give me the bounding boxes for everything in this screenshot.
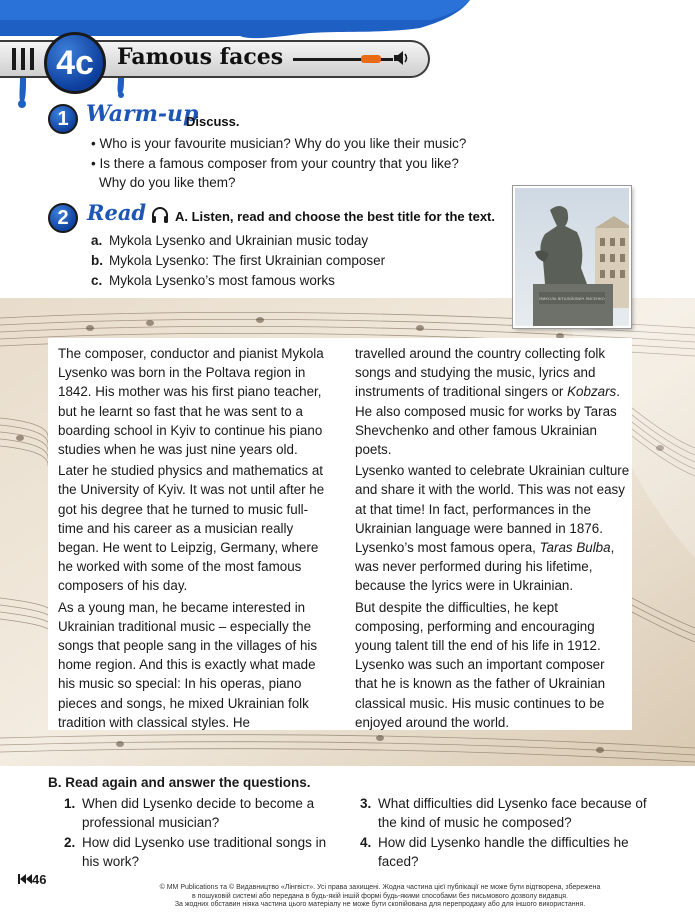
warm-up-question-1: • Who is your favourite musician? Why do you like their music?	[91, 136, 467, 151]
option-text: Mykola Lysenko’s most famous works	[109, 273, 335, 288]
option-text: Mykola Lysenko and Ukrainian music today	[109, 233, 369, 248]
question-number: 3.	[360, 796, 372, 811]
section-1-number: 1	[48, 104, 78, 134]
paragraph-5-start: Lysenko wanted to celebrate Ukrainian culture and share it with the world. This was not easy at that time! In fact, performances in the Ukrainian language were banned in 1876. Lysenko’s most famous opera,	[355, 463, 630, 556]
question-number: 4.	[360, 835, 372, 850]
opera-title: Taras Bulba	[539, 540, 611, 556]
article-paragraph-3: As a young man, he became interested in Ukrainian traditional music – especially the songs that people sang in the villages of his home region. And this is exactly what made his music so special: In his operas, piano pieces and songs, he mixed Ukrainian folk tradition with classical styles. He	[58, 599, 318, 730]
section-1-instruction: Discuss.	[186, 114, 240, 129]
option-letter: c.	[91, 273, 103, 288]
option-text: Mykola Lysenko: The first Ukrainian composer	[109, 253, 386, 268]
monument-illustration	[515, 188, 631, 328]
question-number: 1.	[64, 796, 76, 811]
option-letter: a.	[91, 233, 103, 248]
option-letter: b.	[91, 253, 103, 268]
section-2-instruction: A. Listen, read and choose the best title for the text.	[175, 209, 495, 224]
question-text: How did Lysenko handle the difficulties he faced?	[378, 835, 629, 869]
paragraph-4-end: . He also composed music for works by Taras Shevchenko and other famous Ukrainian poets.	[355, 384, 620, 458]
warm-up-question-2-cont: Why do you like them?	[99, 175, 236, 190]
copyright-line: в пошуковій системі або передана в будь-якій іншій формі будь-якими способами без письмового дозволу видавця.	[192, 892, 568, 900]
rewind-icon	[18, 874, 32, 884]
title-option-c[interactable]	[91, 273, 335, 288]
warm-up-label: Warm-up	[86, 101, 199, 127]
lysenko-monument-photo	[513, 186, 631, 328]
copyright-notice	[100, 884, 660, 910]
question-2	[64, 833, 344, 871]
article-panel	[48, 338, 632, 730]
menu-icon[interactable]	[12, 48, 40, 70]
article-paragraph-5	[355, 461, 630, 595]
title-option-b[interactable]	[91, 253, 385, 268]
article-paragraph-6: But despite the difficulties, he kept composing, performing and encouraging young talent till the end of his life in 1912. Lysenko was such an important composer that he is known as the father of Ukrainian classical music. His music continues to be enjoyed around the world.	[355, 599, 606, 730]
headphones-icon[interactable]	[150, 205, 170, 225]
question-number: 2.	[64, 835, 76, 850]
read-label: Read	[87, 200, 147, 225]
copyright-line: За жодних обставин ніяка частина цього матеріалу не може бути скопійована для перепродажу або для іншого використання.	[174, 901, 586, 908]
audio-slider-knob[interactable]	[361, 55, 381, 63]
warm-up-question-2: • Is there a famous composer from your country that you like?	[91, 156, 459, 171]
question-text: What difficulties did Lysenko face because of the kind of music he composed?	[378, 796, 647, 830]
copyright-line: © MM Publications та © Видавництво «Лінгвіст». Усі права захищені. Жодна частина цієї публікації не може бути відтворена, збережена	[159, 884, 601, 891]
kobzars-term: Kobzars	[567, 384, 617, 400]
paragraph-4-start: travelled around the country collecting folk songs and studying the music, lyrics and instruments of traditional singers or	[355, 346, 606, 400]
monument-inscription: МИКОЛА ВІТАЛІЙОВИЧ ЛИСЕНКО	[539, 296, 605, 301]
unit-badge: 4c	[44, 32, 106, 94]
page-number: 46	[32, 872, 47, 887]
question-1	[64, 794, 344, 832]
article-paragraph-2: Later he studied physics and mathematics at the University of Kyiv. It was not until after he got his degree that he turned to music full-time and his career as a musician really began. He went to Leipzig, Germany, where he worked with some of the most famous composers of his day.	[58, 463, 325, 594]
page-title: Famous faces	[117, 44, 284, 70]
title-option-a[interactable]	[91, 233, 368, 248]
part-b-instruction: B. Read again and answer the questions.	[48, 775, 311, 790]
question-4	[360, 833, 650, 871]
section-2-number: 2	[48, 203, 78, 233]
article-paragraph-4	[355, 344, 630, 459]
article-paragraph-1: The composer, conductor and pianist Mykola Lysenko was born in the Poltava region in 1842. His mother was his first piano teacher, but he learnt so fast that he was sent to a boarding school in Kyiv to continue his piano studies when he was just nine years old.	[58, 346, 324, 458]
speaker-icon[interactable]	[392, 49, 410, 67]
question-text: When did Lysenko decide to become a professional musician?	[82, 796, 315, 830]
article-column-right	[355, 344, 630, 734]
article-column-left	[58, 344, 333, 734]
question-text: How did Lysenko use traditional songs in his work?	[82, 835, 327, 869]
question-3	[360, 794, 650, 832]
paragraph-5-end: , was never performed during his lifetime, because the lyrics were in Ukrainian.	[355, 540, 615, 594]
